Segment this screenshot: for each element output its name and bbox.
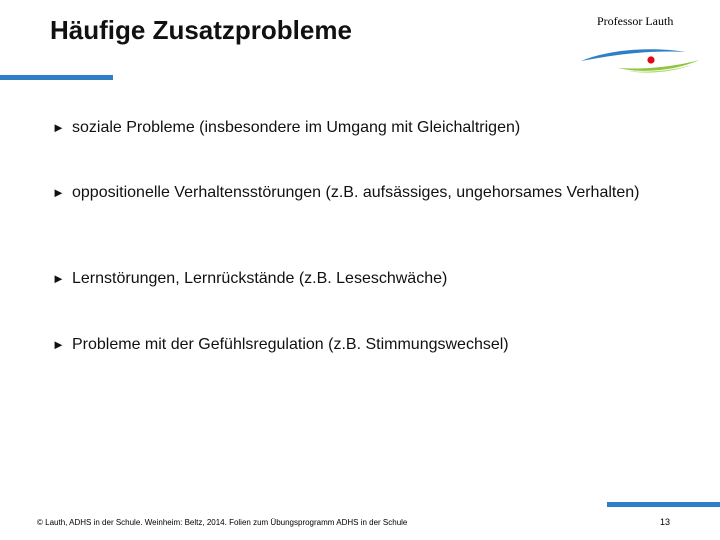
bullet-text: Probleme mit der Gefühlsregulation (z.B. Stimmungswechsel): [72, 336, 509, 353]
bullet-marker-icon: ►: [52, 185, 65, 200]
bullet-marker-icon: ►: [52, 120, 65, 135]
bullet-item: [52, 334, 672, 355]
footer-citation: © Lauth, ADHS in der Schule. Weinheim: Beltz, 2014. Folien zum Übungsprogramm ADHS in der Schule: [37, 518, 408, 527]
title-accent-bar: [0, 75, 113, 80]
slide-title: Häufige Zusatzprobleme: [50, 15, 352, 45]
bullet-item: [52, 182, 672, 203]
bullet-text: Lernstörungen, Lernrückstände (z.B. Leseschwäche): [72, 270, 448, 287]
footer-accent-bar: [607, 502, 720, 507]
bullet-text: soziale Probleme (insbesondere im Umgang mit Gleichaltrigen): [72, 119, 521, 136]
author-label: Professor Lauth: [597, 14, 674, 28]
bullet-marker-icon: ►: [52, 337, 65, 352]
bullet-text: oppositionelle Verhaltensstörungen (z.B. aufsässiges, ungehorsames Verhalten): [72, 184, 640, 201]
bullet-item: [52, 117, 672, 138]
page-number: 13: [660, 517, 671, 527]
bullet-marker-icon: ►: [52, 271, 65, 286]
bullet-item: [52, 268, 672, 289]
swoosh-logo-icon: [578, 44, 702, 76]
